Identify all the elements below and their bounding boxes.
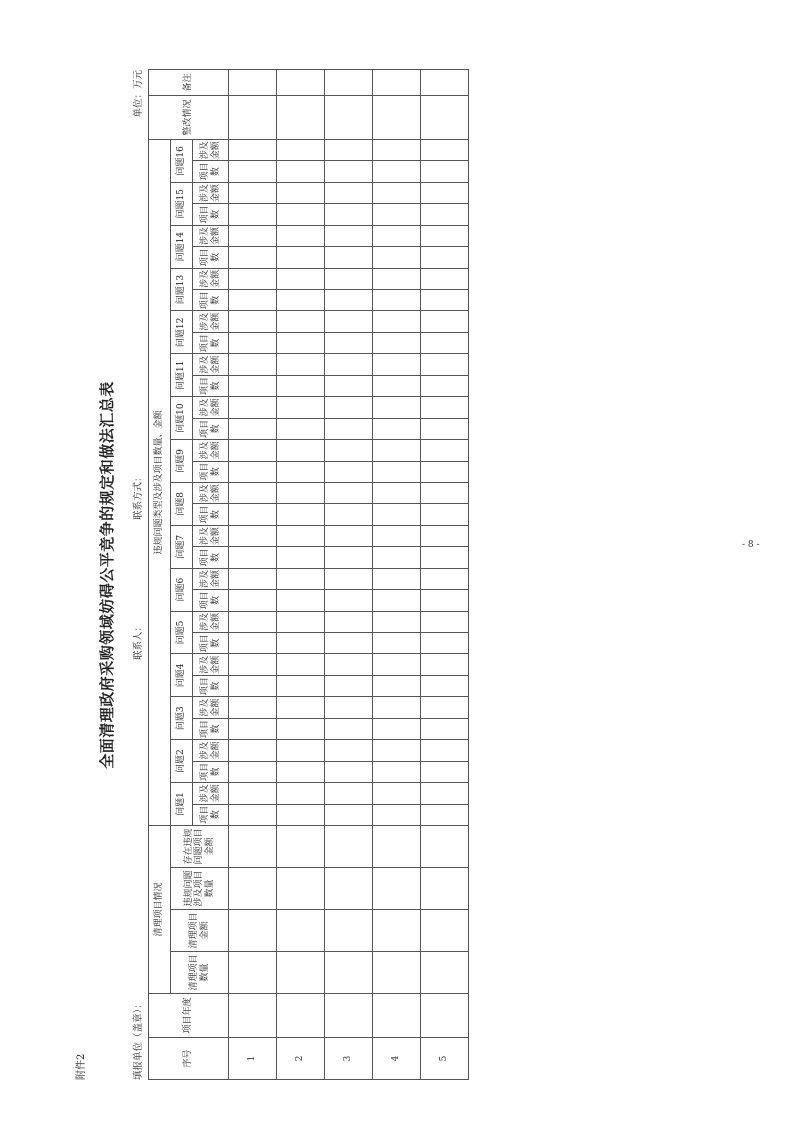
table-cell[interactable] — [373, 332, 421, 353]
table-cell[interactable] — [421, 783, 469, 804]
table-cell[interactable] — [325, 675, 373, 696]
header-issue: 问题3 — [171, 697, 193, 740]
table-cell[interactable] — [325, 418, 373, 439]
subheader-involved-amount: 涉及金额 — [193, 268, 229, 289]
table-cell[interactable] — [325, 354, 373, 375]
table-cell[interactable] — [421, 633, 469, 654]
table-cell[interactable] — [325, 525, 373, 546]
table-cell[interactable] — [421, 225, 469, 246]
table-cell[interactable] — [373, 204, 421, 225]
table-cell[interactable] — [373, 868, 421, 910]
table-cell[interactable] — [421, 868, 469, 910]
table-cell[interactable] — [277, 311, 325, 332]
header-issue: 问题14 — [171, 225, 193, 268]
table-cell[interactable] — [373, 994, 421, 1038]
table-cell[interactable] — [373, 418, 421, 439]
table-cell[interactable] — [229, 482, 277, 503]
table-cell[interactable] — [229, 783, 277, 804]
subheader-involved-amount: 涉及金额 — [193, 740, 229, 761]
table-cell[interactable] — [421, 482, 469, 503]
summary-table — [148, 69, 469, 1080]
table-cell[interactable] — [421, 547, 469, 568]
table-cell[interactable] — [421, 290, 469, 311]
table-cell[interactable] — [229, 461, 277, 482]
table-cell[interactable] — [421, 654, 469, 675]
table-cell[interactable] — [277, 95, 325, 139]
table-cell[interactable] — [325, 247, 373, 268]
table-cell[interactable] — [421, 161, 469, 182]
table-cell[interactable] — [325, 952, 373, 994]
table-cell[interactable] — [277, 440, 325, 461]
table-cell[interactable] — [277, 504, 325, 525]
table-cell[interactable] — [373, 611, 421, 632]
table-cell[interactable] — [421, 825, 469, 867]
table-cell[interactable] — [421, 910, 469, 952]
table-cell[interactable] — [277, 182, 325, 203]
subheader-project-count: 项目数 — [193, 247, 229, 268]
header-issue: 问题12 — [171, 311, 193, 354]
table-cell[interactable] — [229, 225, 277, 246]
table-cell[interactable] — [325, 611, 373, 632]
table-cell[interactable] — [373, 718, 421, 739]
header-cleanup-group: 清理项目情况 — [149, 825, 171, 993]
table-cell[interactable] — [325, 804, 373, 825]
table-cell[interactable] — [325, 182, 373, 203]
row-serial: 2 — [277, 1038, 325, 1080]
table-cell[interactable] — [373, 482, 421, 503]
table-cell[interactable] — [373, 440, 421, 461]
header-issue: 问题8 — [171, 482, 193, 525]
subheader-involved-amount: 涉及金额 — [193, 525, 229, 546]
rotated-content — [70, 70, 500, 1080]
header-rectification: 整改情况 — [149, 95, 229, 139]
table-cell[interactable] — [277, 825, 325, 867]
table-cell[interactable] — [373, 139, 421, 160]
subheader-project-count: 项目数 — [193, 761, 229, 782]
table-cell[interactable] — [421, 525, 469, 546]
page-number: - 8 - — [742, 540, 760, 550]
table-cell[interactable] — [325, 311, 373, 332]
table-cell[interactable] — [421, 182, 469, 203]
table-cell[interactable] — [421, 590, 469, 611]
table-cell[interactable] — [421, 247, 469, 268]
table-cell[interactable] — [229, 633, 277, 654]
subheader-involved-amount: 涉及金额 — [193, 182, 229, 203]
header-issues-group: 违规问题类型及涉及项目数量、金额 — [149, 139, 171, 825]
header-issue: 问题5 — [171, 611, 193, 654]
header-issue: 问题2 — [171, 740, 193, 783]
table-cell[interactable] — [373, 182, 421, 203]
table-cell[interactable] — [421, 440, 469, 461]
table-cell[interactable] — [373, 633, 421, 654]
table-cell[interactable] — [373, 311, 421, 332]
header-issue: 问题1 — [171, 783, 193, 826]
table-cell[interactable] — [277, 697, 325, 718]
table-cell[interactable] — [277, 525, 325, 546]
table-cell[interactable] — [373, 804, 421, 825]
table-cell[interactable] — [373, 654, 421, 675]
subheader-involved-amount: 涉及金额 — [193, 654, 229, 675]
table-cell[interactable] — [373, 225, 421, 246]
table-cell[interactable] — [325, 568, 373, 589]
table-cell[interactable] — [229, 440, 277, 461]
header-issue: 问题9 — [171, 440, 193, 483]
header-issue: 问题13 — [171, 268, 193, 311]
table-cell[interactable] — [277, 804, 325, 825]
table-cell[interactable] — [229, 290, 277, 311]
table-cell[interactable] — [421, 397, 469, 418]
table-cell[interactable] — [373, 675, 421, 696]
table-cell[interactable] — [277, 354, 325, 375]
table-cell[interactable] — [229, 568, 277, 589]
table-cell[interactable] — [325, 332, 373, 353]
table-cell[interactable] — [325, 268, 373, 289]
table-cell[interactable] — [373, 825, 421, 867]
table-cell[interactable] — [229, 375, 277, 396]
subheader-project-count: 项目数 — [193, 461, 229, 482]
table-row — [373, 69, 421, 1079]
table-cell[interactable] — [325, 547, 373, 568]
table-cell[interactable] — [373, 290, 421, 311]
table-cell[interactable] — [229, 910, 277, 952]
table-cell[interactable] — [325, 504, 373, 525]
table-cell[interactable] — [373, 783, 421, 804]
table-cell[interactable] — [277, 783, 325, 804]
table-cell[interactable] — [325, 397, 373, 418]
table-cell[interactable] — [325, 375, 373, 396]
table-cell[interactable] — [421, 697, 469, 718]
header-issue: 问题6 — [171, 568, 193, 611]
subheader-project-count: 项目数 — [193, 504, 229, 525]
table-cell[interactable] — [229, 397, 277, 418]
row-serial: 4 — [373, 1038, 421, 1080]
subheader-project-count: 项目数 — [193, 375, 229, 396]
table-cell[interactable] — [277, 761, 325, 782]
table-cell[interactable] — [421, 952, 469, 994]
table-cell[interactable] — [373, 247, 421, 268]
table-cell[interactable] — [373, 397, 421, 418]
table-cell[interactable] — [325, 440, 373, 461]
table-cell[interactable] — [229, 525, 277, 546]
table-cell[interactable] — [229, 547, 277, 568]
table-cell[interactable] — [421, 675, 469, 696]
table-cell[interactable] — [277, 290, 325, 311]
table-cell[interactable] — [277, 718, 325, 739]
table-cell[interactable] — [421, 611, 469, 632]
table-cell[interactable] — [229, 204, 277, 225]
contact-method-label: 联系方式： — [133, 472, 144, 520]
table-cell[interactable] — [229, 804, 277, 825]
table-cell[interactable] — [421, 418, 469, 439]
table-cell[interactable] — [421, 804, 469, 825]
table-cell[interactable] — [277, 910, 325, 952]
subheader-project-count: 项目数 — [193, 804, 229, 825]
table-cell[interactable] — [325, 654, 373, 675]
table-cell[interactable] — [325, 290, 373, 311]
subheader-project-count: 项目数 — [193, 290, 229, 311]
table-cell[interactable] — [325, 718, 373, 739]
table-cell[interactable] — [373, 740, 421, 761]
table-cell[interactable] — [277, 590, 325, 611]
subheader-involved-amount: 涉及金额 — [193, 311, 229, 332]
table-row — [421, 69, 469, 1079]
table-cell[interactable] — [277, 139, 325, 160]
table-cell[interactable] — [421, 461, 469, 482]
table-cell[interactable] — [421, 354, 469, 375]
table-cell[interactable] — [229, 354, 277, 375]
table-cell[interactable] — [277, 654, 325, 675]
table-cell[interactable] — [325, 825, 373, 867]
table-cell[interactable] — [373, 461, 421, 482]
subheader-involved-amount: 涉及金额 — [193, 568, 229, 589]
table-cell[interactable] — [421, 139, 469, 160]
contact-person-label: 联系人： — [133, 621, 144, 660]
subheader-project-count: 项目数 — [193, 547, 229, 568]
header-issue: 问题10 — [171, 397, 193, 440]
table-cell[interactable] — [277, 568, 325, 589]
table-cell[interactable] — [325, 633, 373, 654]
header-issue: 问题7 — [171, 525, 193, 568]
table-cell[interactable] — [373, 504, 421, 525]
subheader-involved-amount: 涉及金额 — [193, 783, 229, 804]
table-cell[interactable] — [229, 504, 277, 525]
subheader-involved-amount: 涉及金额 — [193, 697, 229, 718]
table-cell[interactable] — [277, 952, 325, 994]
header-violation-count: 违规问题涉及项目数量 — [171, 868, 229, 910]
table-cell[interactable] — [421, 504, 469, 525]
subheader-project-count: 项目数 — [193, 590, 229, 611]
attachment-label: 附件2 — [76, 1053, 87, 1080]
table-cell[interactable] — [325, 161, 373, 182]
table-cell[interactable] — [325, 461, 373, 482]
table-cell[interactable] — [277, 994, 325, 1038]
table-cell[interactable] — [421, 204, 469, 225]
fill-unit-label: 填报单位（盖章）： — [133, 999, 144, 1080]
table-cell[interactable] — [229, 825, 277, 867]
table-cell[interactable] — [325, 740, 373, 761]
table-cell[interactable] — [229, 182, 277, 203]
table-cell[interactable] — [373, 590, 421, 611]
table-cell[interactable] — [277, 268, 325, 289]
table-cell[interactable] — [229, 611, 277, 632]
table-cell[interactable] — [373, 568, 421, 589]
table-cell[interactable] — [229, 868, 277, 910]
table-cell[interactable] — [277, 418, 325, 439]
table-cell[interactable] — [277, 161, 325, 182]
table-cell[interactable] — [421, 69, 469, 95]
table-cell[interactable] — [373, 268, 421, 289]
table-row — [229, 69, 277, 1079]
table-cell[interactable] — [229, 675, 277, 696]
table-cell[interactable] — [421, 311, 469, 332]
table-cell[interactable] — [421, 740, 469, 761]
table-cell[interactable] — [421, 761, 469, 782]
table-cell[interactable] — [277, 547, 325, 568]
table-cell[interactable] — [277, 633, 325, 654]
header-issue: 问题15 — [171, 182, 193, 225]
header-serial: 序号 — [149, 1038, 229, 1080]
unit-label: 单位：万元 — [133, 70, 144, 118]
header-cleanup-amount: 清理项目金额 — [171, 910, 229, 952]
subheader-project-count: 项目数 — [193, 161, 229, 182]
table-cell[interactable] — [229, 697, 277, 718]
table-cell[interactable] — [277, 740, 325, 761]
table-cell[interactable] — [325, 225, 373, 246]
table-cell[interactable] — [229, 418, 277, 439]
table-cell[interactable] — [421, 568, 469, 589]
table-cell[interactable] — [421, 375, 469, 396]
table-cell[interactable] — [325, 69, 373, 95]
table-cell[interactable] — [229, 994, 277, 1038]
table-cell[interactable] — [277, 69, 325, 95]
table-cell[interactable] — [325, 204, 373, 225]
table-cell[interactable] — [277, 397, 325, 418]
table-cell[interactable] — [421, 95, 469, 139]
table-cell[interactable] — [277, 247, 325, 268]
table-cell[interactable] — [373, 761, 421, 782]
row-serial: 5 — [421, 1038, 469, 1080]
table-cell[interactable] — [277, 482, 325, 503]
table-cell[interactable] — [325, 482, 373, 503]
table-cell[interactable] — [421, 268, 469, 289]
table-cell[interactable] — [229, 718, 277, 739]
table-cell[interactable] — [373, 95, 421, 139]
subheader-involved-amount: 涉及金额 — [193, 482, 229, 503]
table-cell[interactable] — [325, 783, 373, 804]
subheader-project-count: 项目数 — [193, 332, 229, 353]
header-violation-amount: 存在违规问题项目金额 — [171, 825, 229, 867]
row-serial: 3 — [325, 1038, 373, 1080]
table-cell[interactable] — [229, 761, 277, 782]
table-cell[interactable] — [277, 375, 325, 396]
header-cleanup-count: 清理项目数量 — [171, 952, 229, 994]
table-cell[interactable] — [229, 268, 277, 289]
table-cell[interactable] — [373, 952, 421, 994]
table-cell[interactable] — [373, 525, 421, 546]
row-serial: 1 — [229, 1038, 277, 1080]
subheader-involved-amount: 涉及金额 — [193, 354, 229, 375]
table-cell[interactable] — [325, 139, 373, 160]
table-cell[interactable] — [229, 311, 277, 332]
table-cell[interactable] — [325, 590, 373, 611]
table-cell[interactable] — [373, 69, 421, 95]
subheader-involved-amount: 涉及金额 — [193, 397, 229, 418]
table-cell[interactable] — [229, 740, 277, 761]
table-cell[interactable] — [325, 697, 373, 718]
header-issue: 问题4 — [171, 654, 193, 697]
subheader-involved-amount: 涉及金额 — [193, 139, 229, 160]
table-cell[interactable] — [373, 910, 421, 952]
table-cell[interactable] — [373, 161, 421, 182]
table-cell[interactable] — [229, 952, 277, 994]
table-cell[interactable] — [229, 69, 277, 95]
table-cell[interactable] — [277, 675, 325, 696]
table-cell[interactable] — [229, 332, 277, 353]
table-cell[interactable] — [373, 547, 421, 568]
table-cell[interactable] — [229, 590, 277, 611]
table-cell[interactable] — [277, 332, 325, 353]
table-cell[interactable] — [229, 95, 277, 139]
table-cell[interactable] — [277, 461, 325, 482]
header-remarks: 备注 — [149, 69, 229, 95]
subheader-project-count: 项目数 — [193, 633, 229, 654]
document-title: 全面清理政府采购领域妨碍公平竞争的规定和做法汇总表 — [98, 381, 116, 769]
subheader-involved-amount: 涉及金额 — [193, 225, 229, 246]
subheader-project-count: 项目数 — [193, 204, 229, 225]
table-cell[interactable] — [421, 332, 469, 353]
table-cell[interactable] — [421, 994, 469, 1038]
header-project-year: 项目年度 — [149, 994, 229, 1038]
table-row — [325, 69, 373, 1079]
table-cell[interactable] — [229, 161, 277, 182]
table-cell[interactable] — [277, 204, 325, 225]
table-cell[interactable] — [373, 697, 421, 718]
subheader-project-count: 项目数 — [193, 675, 229, 696]
table-cell[interactable] — [277, 225, 325, 246]
table-cell[interactable] — [373, 375, 421, 396]
table-cell[interactable] — [373, 354, 421, 375]
table-cell[interactable] — [325, 868, 373, 910]
subheader-project-count: 项目数 — [193, 418, 229, 439]
subheader-involved-amount: 涉及金额 — [193, 440, 229, 461]
subheader-project-count: 项目数 — [193, 718, 229, 739]
table-cell[interactable] — [421, 718, 469, 739]
header-issue: 问题11 — [171, 354, 193, 397]
header-issue: 问题16 — [171, 139, 193, 182]
table-cell[interactable] — [325, 910, 373, 952]
table-cell[interactable] — [229, 139, 277, 160]
table-cell[interactable] — [277, 611, 325, 632]
table-cell[interactable] — [325, 95, 373, 139]
subheader-involved-amount: 涉及金额 — [193, 611, 229, 632]
table-cell[interactable] — [325, 761, 373, 782]
table-cell[interactable] — [277, 868, 325, 910]
table-cell[interactable] — [325, 994, 373, 1038]
table-row — [277, 69, 325, 1079]
table-cell[interactable] — [229, 654, 277, 675]
table-cell[interactable] — [229, 247, 277, 268]
